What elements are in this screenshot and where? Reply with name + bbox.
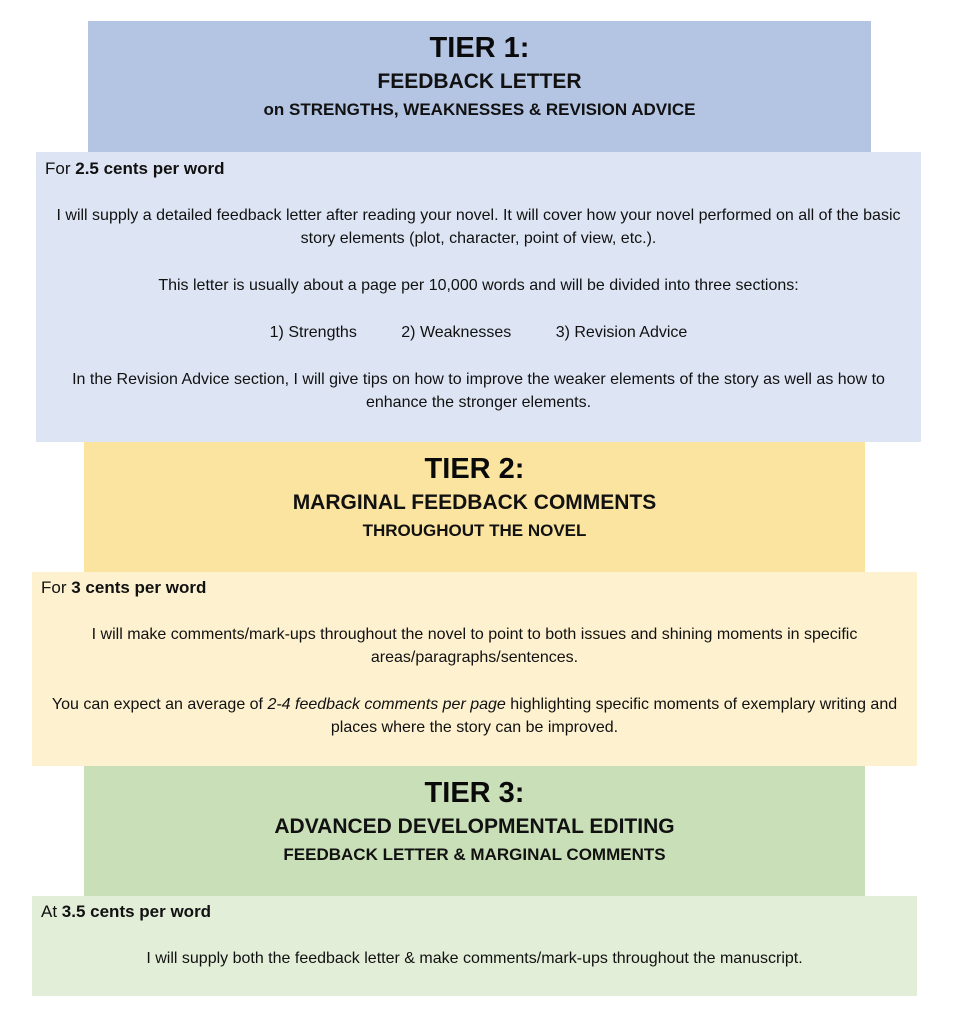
tier3-price: 3.5 cents per word [61, 902, 212, 921]
tier1-section-revision-advice: 3) Revision Advice [555, 324, 688, 341]
tier1-body [36, 152, 921, 442]
tier3-header [84, 766, 865, 896]
tier1-title: TIER 1: [429, 32, 530, 64]
tier1-section-strengths: 1) Strengths [269, 324, 357, 341]
tier2-paragraph-1: I will make comments/mark-ups throughout the novel to point to both issues and shining moments in specific areas/paragraphs/sentences. [91, 626, 858, 666]
tier3-subtitle: ADVANCED DEVELOPMENTAL EDITING [274, 815, 675, 838]
tier1-price-prefix: For [45, 159, 76, 178]
tier2-price-prefix: For [41, 578, 72, 597]
tier2-body [32, 572, 917, 766]
tier2-subtitle: MARGINAL FEEDBACK COMMENTS [292, 491, 657, 514]
tier1-subsubtitle: on STRENGTHS, WEAKNESSES & REVISION ADVICE [263, 100, 696, 119]
tier2-paragraph-2-end: highlighting specific moments of exemplary writing and places where the story can be improved. [330, 696, 898, 736]
tier1-price: 2.5 cents per word [75, 159, 225, 178]
tier3-title: TIER 3: [424, 777, 525, 809]
tier2-price: 3 cents per word [71, 578, 207, 597]
tier3-body [32, 896, 917, 996]
tier3-price-line [41, 901, 211, 923]
tier1-sections-row [36, 321, 921, 344]
tier2-paragraph-2-emphasis: 2-4 feedback comments per page [267, 696, 506, 713]
tier1-paragraph-1: I will supply a detailed feedback letter after reading your novel. It will cover how your novel performed on all of the basic story elements (plot, character, point of view, etc.). [56, 207, 901, 247]
tier1-paragraph-2: This letter is usually about a page per 10,000 words and will be divided into three sections: [158, 277, 799, 294]
tier3-paragraph-1: I will supply both the feedback letter & make comments/mark-ups throughout the manuscript. [146, 950, 803, 967]
tier2-price-line [41, 577, 206, 599]
tier3-price-prefix: At [41, 902, 62, 921]
tier2-subsubtitle: THROUGHOUT THE NOVEL [362, 521, 587, 540]
tier1-subtitle: FEEDBACK LETTER [377, 70, 582, 93]
tier1-price-line [45, 158, 225, 180]
tier1-header [88, 21, 871, 152]
tier3-subsubtitle: FEEDBACK LETTER & MARGINAL COMMENTS [283, 845, 666, 864]
tier2-title: TIER 2: [424, 453, 525, 485]
tier2-paragraph-2 [32, 693, 917, 739]
tier1-paragraph-3: In the Revision Advice section, I will give tips on how to improve the weaker elements of the story as well as how to enhance the stronger elements. [72, 371, 885, 411]
tier2-header [84, 442, 865, 572]
tier1-section-weaknesses: 2) Weaknesses [401, 324, 512, 341]
tier2-paragraph-2-start: You can expect an average of [51, 696, 268, 713]
